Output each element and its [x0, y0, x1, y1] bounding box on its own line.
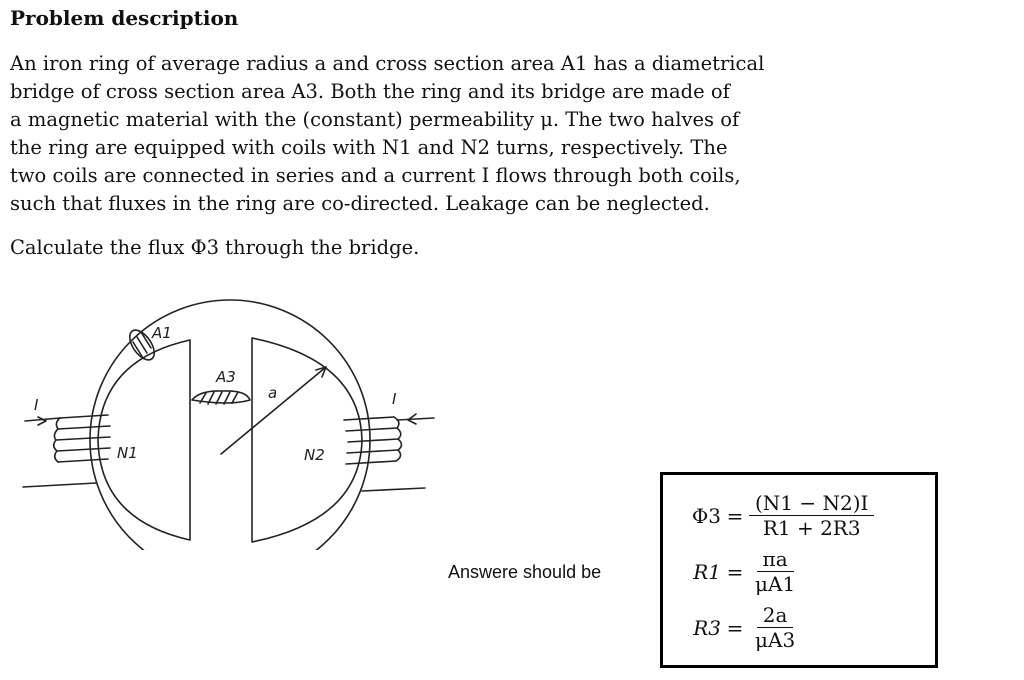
- ring-outer-edge: [90, 300, 370, 550]
- paragraph-line: a magnetic material with the (constant) permeability μ. The two halves of: [10, 108, 740, 131]
- r1-equation: R1 = $\frac{\pi a}{\mu A1}$: [673, 547, 801, 596]
- r3-fraction: [749, 603, 801, 652]
- r3-equation: R3 = $\frac{2a}{\mu A3}$: [673, 603, 801, 652]
- r1-numerator: πa: [757, 547, 794, 572]
- right-coil: [344, 414, 434, 491]
- left-coil: [23, 415, 110, 487]
- radius-label: a: [268, 384, 278, 402]
- coil-n2-label: N2: [304, 446, 325, 464]
- a3-label: A3: [216, 368, 236, 386]
- iron-ring-diagram: [20, 290, 440, 550]
- phi3-numerator: (N1 − N2)I: [749, 491, 874, 516]
- phi3-equation: Φ3 = $\frac{(N1 - N2)I}{R1 + 2R3}$: [673, 491, 874, 540]
- r1-denominator: μA1: [755, 572, 796, 596]
- question-text: Calculate the flux Φ3 through the bridge.: [10, 236, 420, 259]
- phi3-denominator: R1 + 2R3: [762, 516, 861, 540]
- r1-symbol: R1: [693, 559, 721, 584]
- coil-n1-label: N1: [117, 444, 138, 462]
- phi3-fraction: [749, 491, 874, 540]
- current-label-right: I: [392, 390, 397, 408]
- ring-right-inner-edge: [252, 338, 362, 542]
- a1-label: A1: [152, 324, 172, 342]
- section-title: Problem description: [10, 6, 239, 30]
- r3-symbol: R3: [693, 615, 721, 640]
- r3-numerator: 2a: [757, 603, 794, 628]
- paragraph-line: such that fluxes in the ring are co-directed. Leakage can be neglected.: [10, 192, 710, 215]
- problem-paragraph: [10, 50, 765, 218]
- radius-arrow: [221, 367, 326, 454]
- paragraph-line: An iron ring of average radius a and cross section area A1 has a diametrical: [10, 52, 765, 75]
- answer-formula-box: [660, 472, 938, 668]
- r1-fraction: [749, 547, 801, 596]
- paragraph-line: the ring are equipped with coils with N1 and N2 turns, respectively. The: [10, 136, 728, 159]
- paragraph-line: two coils are connected in series and a current I flows through both coils,: [10, 164, 741, 187]
- answer-label: Answere should be: [448, 562, 602, 582]
- current-label-left: I: [34, 396, 39, 414]
- phi3-symbol: Φ3: [691, 503, 721, 528]
- paragraph-line: bridge of cross section area A3. Both the ring and its bridge are made of: [10, 80, 730, 103]
- r3-denominator: μA3: [755, 628, 796, 652]
- ring-left-inner-edge: [98, 340, 190, 540]
